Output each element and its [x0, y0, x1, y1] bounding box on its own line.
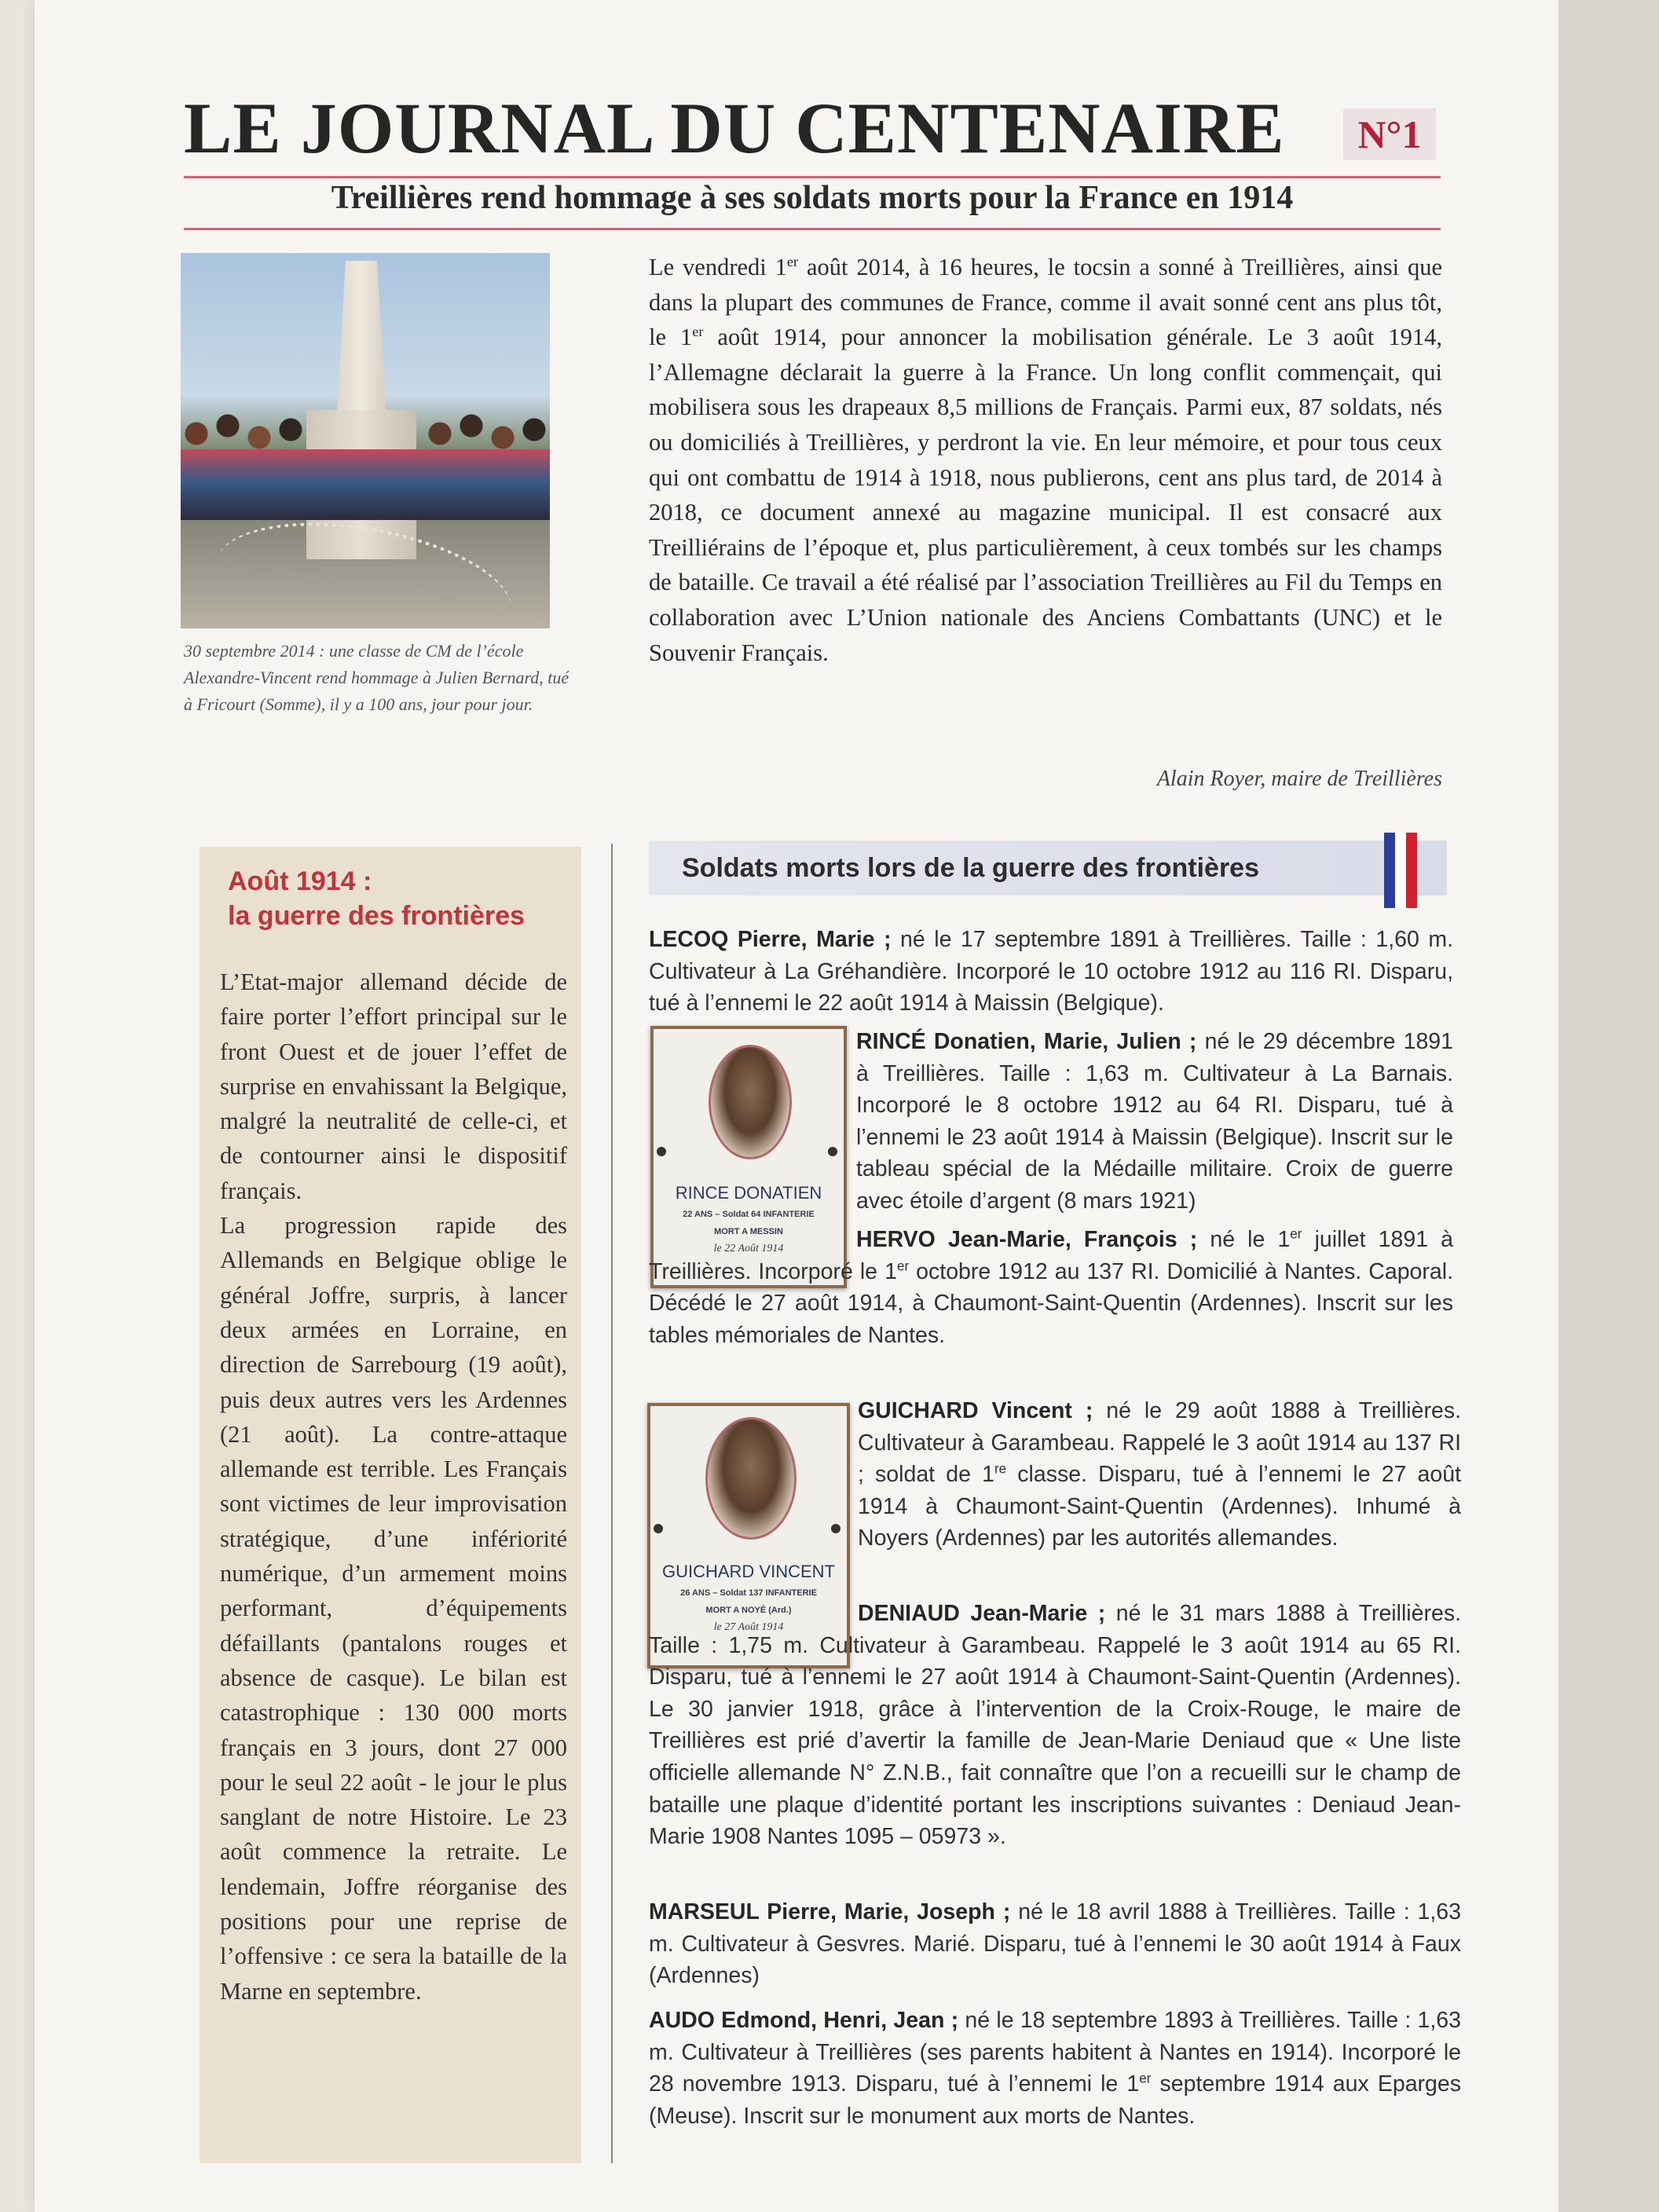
soldier-entry-rince — [856, 1026, 1453, 1218]
photo-caption: 30 septembre 2014 : une classe de CM de l’école Alexandre-Vincent rend hommage à Julien Bernard, tué à Fricourt (Somme), il y a 100 ans, jour pour jour. — [184, 641, 569, 714]
journal-title: LE JOURNAL DU CENTENAIRE — [184, 88, 1285, 168]
sidebar-paragraph-2: La progression rapide des Allemands en Belgique oblige le général Joffre, surpris, à lancer deux armées en Lorraine, en direction de Sarrebourg (19 août), puis deux autres vers les Ardennes (21 août). La contre-attaque allemande est terrible. Les Français sont victimes de leur improvisation stratégique, d’une infériorité numérique, d’un armement moins performant, d’équipements défaillants (pantalons rouges et absence de casque). Le bilan est catastrophique : 130 000 morts français en 3 jours, dont 27 000 pour le seul 22 août - le jour le plus sanglant de notre Histoire. Le 23 août commence la retraite. Le lendemain, Joffre réorganise des positions pour une reprise de l’offensive : ce sera la bataille de la Marne en septembre. — [220, 1212, 567, 2005]
soldier-details: né le 18 avril 1888 à Treillières. Taille : 1,63 m. Cultivateur à Gesvres. Marié. Disparu, tué à l’ennemi le 30 août 1914 à Faux (Ardennes) — [649, 1899, 1461, 1989]
students-crowd — [181, 402, 550, 520]
page-edge — [1558, 0, 1659, 2212]
rivet-icon — [657, 1147, 666, 1156]
soldier-details-a: né le 18 septembre 1893 à Treillières. Taille : 1,63 m. Cultivateur à Treillières (ses parents habitent à Nantes en 1914). Incorporé le 28 novembre 1913. Disparu, tué à l’ennemi le 1 — [649, 2008, 1461, 2097]
soldier-details-b: juillet 1891 à Treillières. Incorporé le 1 — [649, 1227, 1454, 1284]
plaque-name: GUICHARD VINCENT — [661, 1562, 835, 1581]
soldier-name: HERVO Jean-Marie, François ; — [856, 1227, 1198, 1252]
soldier-entry-hervo — [649, 1224, 1453, 1351]
soldier-details: né le 31 mars 1888 à Treillières. Taille : 1,75 m. Cultivateur à Garambeau. Rappelé le 3 août 1914 au 65 RI. Disparu, tué à l’ennemi le 27 août 1914 à Chaumont-Saint-Quentin (Ardennes). Le 30 janvier 1918, grâce à l’intervention de la Croix-Rouge, le maire de Treillières est prié d’avertir la famille de Jean-Marie Deniaud que « Une liste officielle allemande N° Z.N.B., fait connaître que l’on a recueilli sur le champ de bataille une plaque d’identité portant les inscriptions suivantes : Deniaud Jean-Marie 1908 Nantes 1095 – 05973 ». — [649, 1601, 1461, 1850]
intro-sup-2: er — [692, 324, 704, 340]
soldier-name: LECOQ Pierre, Marie ; — [649, 927, 892, 952]
flag-stripe-blue — [1384, 833, 1395, 908]
soldier-details-c: octobre 1912 au 137 RI. Domicilié à Nantes. Caporal. Décédé le 27 août 1914, à Chaumont-Saint-Quentin (Ardennes). Inscrit sur les tables mémoriales de Nantes. — [649, 1258, 1453, 1348]
intro-text-2: août 2014, à 16 heures, le tocsin a sonné à Treillières, ainsi que dans la plupart des communes de France, comme il avait sonné cent ans plus tôt, le — [649, 254, 1442, 351]
soldier-details-a: né le 1 — [1197, 1227, 1291, 1252]
plaque-line-1: 26 ANS – Soldat 137 INFANTERIE — [680, 1588, 817, 1598]
monument-obelisk — [330, 261, 393, 426]
plaque-line-2: MORT A NOYÉ (Ard.) — [705, 1606, 792, 1615]
soldier-details-b: classe. Disparu, tué à l’ennemi le 27 août 1914 à Chaumont-Saint-Quentin (Ardennes). Inhumé à Noyers (Ardennes) par les autorités allemandes. — [858, 1462, 1461, 1551]
plaque-date: le 27 Août 1914 — [713, 1621, 784, 1633]
sidebar-box — [200, 847, 581, 2163]
soldier-entry-guichard — [858, 1395, 1461, 1555]
rivet-icon — [831, 1524, 840, 1533]
intro-text-1: Le vendredi — [649, 254, 775, 280]
soldier-details-b: septembre 1914 aux Eparges (Meuse). Inscrit sur le monument aux morts de Nantes. — [649, 2071, 1461, 2129]
soldier-details: né le 17 septembre 1891 à Treillières. Taille : 1,60 m. Cultivateur à La Gréhandière. Incorporé le 10 octobre 1912 au 116 RI. Disparu, tué à l’ennemi le 22 août 1914 à Maissin (Belgique). — [649, 927, 1453, 1016]
plaque-name: RINCE DONATIEN — [675, 1183, 822, 1203]
issue-badge: N°1 — [1343, 108, 1436, 160]
plaque-line-1: 22 ANS – Soldat 64 INFANTERIE — [683, 1210, 815, 1219]
soldier-entry-deniaud — [649, 1598, 1461, 1853]
subtitle: Treillières rend hommage à ses soldats morts pour la France en 1914 — [331, 180, 1294, 216]
journal-page — [35, 0, 1558, 2212]
soldier-entry-audo — [649, 2005, 1461, 2132]
rivet-icon — [828, 1147, 837, 1156]
intro-paragraph: Le vendredi 1er août 2014, à 16 heures, le tocsin a sonné à Treillières, ainsi que dans la plupart des communes de France, comme il avait sonné cent ans plus tôt, le 1er août 1914, pour annoncer la mobilisation générale. Le 3 août 1914, l’Allemagne déclarait la guerre à la France. Un long conflit commençait, qui mobilisera sous les drapeaux 8,5 millions de Français. Parmi eux, 87 soldats, nés ou domiciliés à Treillières, y perdront la vie. En leur mémoire, et pour tous ceux qui ont combattu de 1914 à 1918, nous publierons, cent ans plus tard, de 2014 à 2018, ce document annexé au magazine municipal. Il est consacré aux Treilliérains de l’époque et, plus particulièrement, à ceux tombés sur les champs de bataille. Ce travail a été réalisé par l’association Treillières au Fil du Temps en collaboration avec L’Union nationale des Anciens Combattants (UNC) et le Souvenir Français. — [649, 253, 1442, 666]
soldier-entry-lecoq — [649, 924, 1453, 1020]
portrait-photo — [705, 1417, 797, 1540]
soldier-name: DENIAUD Jean-Marie ; — [858, 1601, 1106, 1626]
plaque-line-2: MORT A MESSIN — [714, 1227, 783, 1236]
soldier-name: RINCÉ Donatien, Marie, Julien ; — [856, 1029, 1197, 1054]
sidebar-heading-line2: la guerre des frontières — [228, 901, 525, 931]
column-divider — [611, 844, 613, 2163]
section-title: Soldats morts lors de la guerre des frontières — [682, 853, 1260, 883]
portrait-photo — [709, 1045, 792, 1159]
rivet-icon — [654, 1524, 663, 1533]
flag-stripe-red — [1406, 833, 1417, 908]
soldier-sup-a: re — [994, 1461, 1007, 1477]
sidebar-body — [220, 965, 567, 2009]
intro-sup-1: er — [786, 253, 799, 269]
intro-text-3: août 1914, pour annoncer la mobilisation générale. Le 3 août 1914, l’Allemagne déclarait la guerre à la France. Un long conflit commençait, qui mobilisera sous les drapeaux 8,5 millions de Français. Parmi eux, 87 soldats, nés ou domiciliés à Treillières, y perdront la vie. En leur mémoire, et pour tous ceux qui ont combattu de 1914 à 1918, nous publierons, cent ans plus tard, de 2014 à 2018, ce document annexé au magazine municipal. Il est consacré aux Treilliérains de l’époque et, plus particulièrement, à ceux tombés sur les champs de bataille. Ce travail a été réalisé par l’association Treillières au Fil du Temps en collaboration avec L’Union nationale des Anciens Combattants (UNC) et le Souvenir Français. — [649, 324, 1442, 666]
soldier-details: né le 29 décembre 1891 à Treillières. Taille : 1,63 m. Cultivateur à La Barnais. Incorporé le 8 octobre 1912 au 64 RI. Disparu, tué à l’ennemi le 23 août 1914 à Maissin (Belgique). Inscrit sur le tableau spécial de la Médaille militaire. Croix de guerre avec étoile d’argent (8 mars 1921) — [856, 1029, 1453, 1214]
title-rule-bottom — [184, 228, 1441, 230]
title-rule-top — [184, 176, 1441, 178]
soldier-entry-marseul — [649, 1896, 1461, 1992]
soldier-name: GUICHARD Vincent ; — [858, 1398, 1093, 1423]
soldier-sup-a: er — [1290, 1226, 1302, 1242]
section-header — [649, 840, 1447, 895]
soldier-sup-b: er — [896, 1258, 910, 1274]
signature: Alain Royer, maire de Treillières — [1156, 767, 1442, 791]
ceremony-photo — [181, 253, 550, 628]
soldier-name: AUDO Edmond, Henri, Jean ; — [649, 2008, 959, 2033]
sidebar-paragraph-1: L’Etat-major allemand décide de faire porter l’effort principal sur le front Ouest et de jouer l’effet de surprise en envahissant la Belgique, malgré la neutralité de celle-ci, et de contourner ainsi le dispositif français. — [220, 969, 567, 1204]
soldier-name: MARSEUL Pierre, Marie, Joseph ; — [649, 1899, 1011, 1925]
sidebar-heading-line1: Août 1914 : — [228, 866, 372, 896]
french-flag-icon — [1382, 833, 1430, 908]
masthead — [184, 86, 1441, 173]
soldier-sup-a: er — [1139, 2071, 1152, 2086]
sidebar-heading — [228, 864, 573, 933]
flag-stripe-white — [1395, 833, 1406, 908]
plaque-date: le 22 Août 1914 — [713, 1243, 784, 1254]
soldier-details-a: né le 29 août 1888 à Treillières. Cultivateur à Garambeau. Rappelé le 3 août 1914 au 137 RI ; soldat de 1 — [858, 1398, 1461, 1488]
